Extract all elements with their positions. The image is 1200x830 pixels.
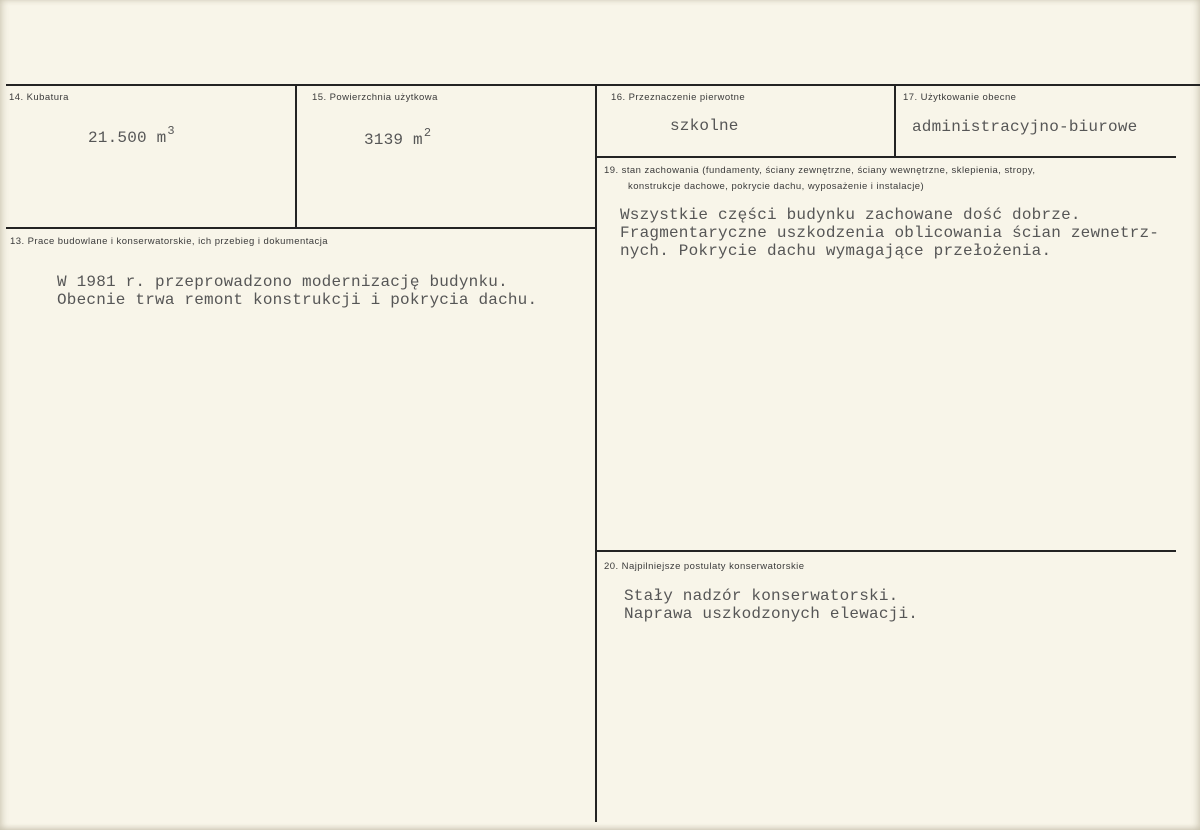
stan-text-line-3: nych. Pokrycie dachu wymagające przełożenia.	[620, 242, 1052, 260]
kubatura-value	[88, 124, 175, 148]
prace-text-line-1: W 1981 r. przeprowadzono modernizację budynku.	[57, 273, 508, 291]
rule-col-3	[894, 84, 896, 157]
postulaty-text-line-2: Naprawa uszkodzonych elewacji.	[624, 605, 919, 623]
kubatura-unit-exponent: 3	[167, 124, 175, 138]
stan-label-line-2: konstrukcje dachowe, pokrycie dachu, wyposażenie i instalacje)	[628, 181, 925, 192]
kubatura-label: 14. Kubatura	[9, 92, 69, 103]
uzytkowanie-value: administracyjno-biurowe	[912, 118, 1138, 136]
stan-text-line-1: Wszystkie części budynku zachowane dość dobrze.	[620, 206, 1081, 224]
przeznaczenie-label: 16. Przeznaczenie pierwotne	[611, 92, 746, 103]
rule-right-lower	[595, 550, 1176, 552]
rule-col-1	[295, 84, 297, 228]
rule-top	[6, 84, 1200, 86]
stan-text-line-2: Fragmentaryczne uszkodzenia oblicowania ścian zewnetrz-	[620, 224, 1160, 242]
prace-label: 13. Prace budowlane i konserwatorskie, ich przebieg i dokumentacja	[10, 236, 329, 247]
rule-left-middle	[6, 227, 597, 229]
rule-right-upper	[595, 156, 1176, 158]
powierzchnia-value	[364, 126, 432, 150]
przeznaczenie-value: szkolne	[670, 117, 739, 135]
stan-label-line-1: 19. stan zachowania (fundamenty, ściany zewnętrzne, ściany wewnętrzne, sklepienia, stropy,	[604, 165, 1036, 176]
kubatura-value-text: 21.500 m	[88, 129, 167, 147]
uzytkowanie-label: 17. Użytkowanie obecne	[903, 92, 1017, 103]
prace-text-line-2: Obecnie trwa remont konstrukcji i pokrycia dachu.	[57, 291, 538, 309]
powierzchnia-label: 15. Powierzchnia użytkowa	[312, 92, 438, 103]
powierzchnia-unit-exponent: 2	[423, 126, 432, 140]
postulaty-text-line-1: Stały nadzór konserwatorski.	[624, 587, 899, 605]
postulaty-label: 20. Najpilniejsze postulaty konserwatorskie	[604, 561, 805, 572]
powierzchnia-value-text: 3139 m	[364, 131, 423, 149]
rule-col-2	[595, 84, 597, 822]
